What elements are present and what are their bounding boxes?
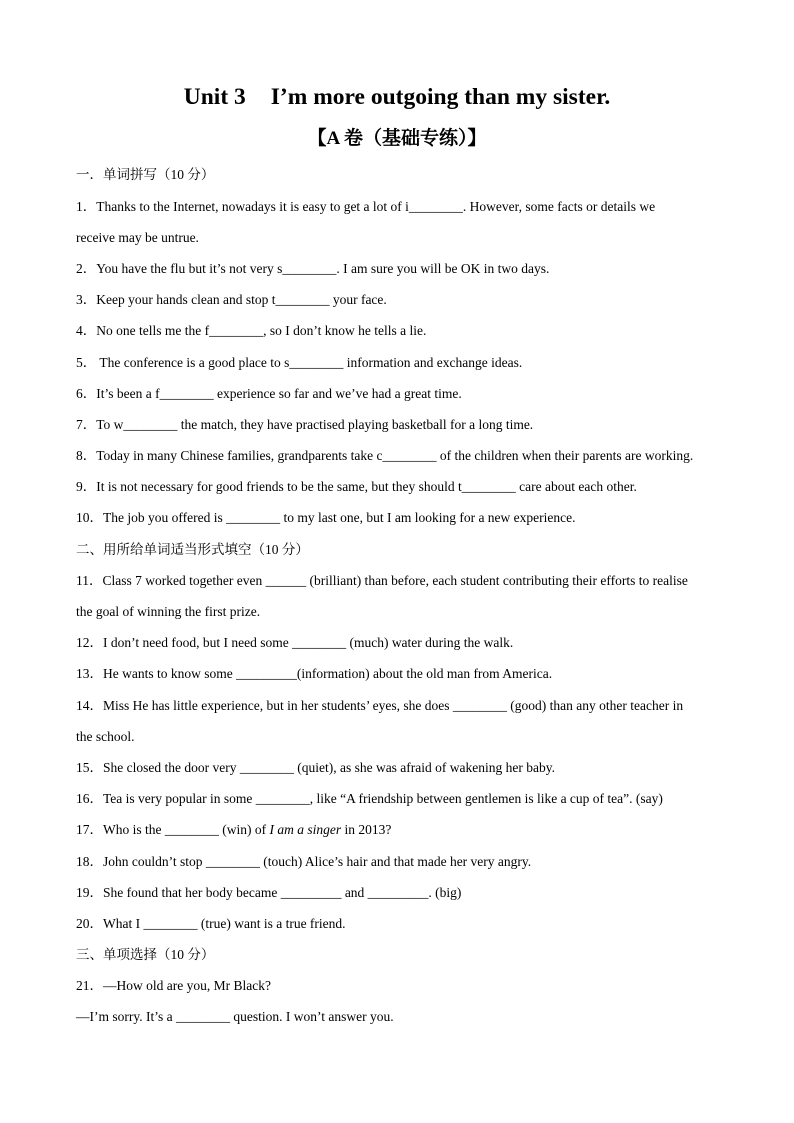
question-19 bbox=[76, 877, 718, 908]
question-5 bbox=[76, 347, 718, 378]
question-text: 11．Class 7 worked together even ______ (brilliant) than before, each student contributing their efforts to realise bbox=[76, 572, 688, 588]
question-7 bbox=[76, 409, 718, 440]
question-10 bbox=[76, 502, 718, 533]
question-text: 5． The conference is a good place to s________ information and exchange ideas. bbox=[76, 354, 523, 370]
question-2 bbox=[76, 253, 718, 284]
section-spelling bbox=[76, 159, 718, 533]
question-text: 16．Tea is very popular in some ________, like “A friendship between gentlemen is like a cup of tea”. (say) bbox=[76, 791, 663, 807]
question-3 bbox=[76, 284, 718, 315]
question-16 bbox=[76, 783, 718, 814]
question-6 bbox=[76, 378, 718, 409]
paper-subtitle: 【A 卷（基础专练）】 bbox=[307, 128, 487, 149]
question-text: 9．It is not necessary for good friends to be the same, but they should t________ care about each other. bbox=[76, 479, 637, 495]
section-multiple-choice bbox=[76, 939, 718, 1033]
question-text: 21．—How old are you, Mr Black? bbox=[76, 978, 271, 994]
question-text: 12．I don’t need food, but I need some ________ (much) water during the walk. bbox=[76, 635, 514, 651]
question-4 bbox=[76, 315, 718, 346]
question-text: 19．She found that her body became _________ and _________. (big) bbox=[76, 884, 462, 900]
unit-label: Unit 3 bbox=[183, 84, 246, 110]
question-18 bbox=[76, 846, 718, 877]
question-14 bbox=[76, 690, 718, 752]
question-text: 14．Miss He has little experience, but in her students’ eyes, she does ________ (good) than any other teacher in bbox=[76, 697, 684, 713]
question-text-continued: the goal of winning the first prize. bbox=[76, 604, 261, 620]
question-21 bbox=[76, 970, 718, 1032]
question-text: 18．John couldn’t stop ________ (touch) Alice’s hair and that made her very angry. bbox=[76, 853, 532, 869]
question-text: 1．Thanks to the Internet, nowadays it is easy to get a lot of i________. However, some facts or details we bbox=[76, 198, 656, 214]
section-heading: 二、用所给单词适当形式填空（10 分） bbox=[76, 541, 309, 557]
question-text-continued: the school. bbox=[76, 728, 135, 744]
question-text: 10．The job you offered is ________ to my last one, but I am looking for a new experience. bbox=[76, 510, 576, 526]
section-heading: 一．单词拼写（10 分） bbox=[76, 167, 215, 183]
question-text: 13．He wants to know some _________(information) about the old man from America. bbox=[76, 666, 553, 682]
page-title bbox=[0, 81, 794, 113]
question-text: 6．It’s been a f________ experience so far and we’ve had a great time. bbox=[76, 385, 462, 401]
question-17 bbox=[76, 814, 718, 845]
question-13 bbox=[76, 658, 718, 689]
question-9 bbox=[76, 471, 718, 502]
question-text: 20．What I ________ (true) want is a true friend. bbox=[76, 915, 346, 931]
question-text-start: 17．Who is the ________ (win) of bbox=[76, 822, 270, 838]
question-text-end: in 2013? bbox=[341, 822, 392, 838]
question-20 bbox=[76, 908, 718, 939]
question-text: 2．You have the flu but it’s not very s________. I am sure you will be OK in two days. bbox=[76, 260, 550, 276]
question-text-continued: —I’m sorry. It’s a ________ question. I won’t answer you. bbox=[76, 1009, 394, 1025]
question-text bbox=[76, 814, 718, 845]
question-12 bbox=[76, 627, 718, 658]
question-text: 7．To w________ the match, they have practised playing basketball for a long time. bbox=[76, 416, 534, 432]
question-text: 3．Keep your hands clean and stop t________ your face. bbox=[76, 292, 387, 308]
question-text: 15．She closed the door very ________ (quiet), as she was afraid of wakening her baby. bbox=[76, 759, 555, 775]
question-1 bbox=[76, 191, 718, 253]
question-text: 8．Today in many Chinese families, grandparents take c________ of the children when their parents are working. bbox=[76, 448, 694, 464]
question-11 bbox=[76, 565, 718, 627]
title-text: I’m more outgoing than my sister. bbox=[270, 84, 611, 110]
question-text-continued: receive may be untrue. bbox=[76, 229, 199, 245]
show-title-italic: I am a singer bbox=[269, 822, 342, 838]
question-text: 4．No one tells me the f________, so I don’t know he tells a lie. bbox=[76, 323, 427, 339]
section-heading: 三、单项选择（10 分） bbox=[76, 947, 215, 963]
exercise-body bbox=[76, 159, 718, 1032]
section-word-forms bbox=[76, 534, 718, 939]
question-8 bbox=[76, 440, 718, 471]
question-15 bbox=[76, 752, 718, 783]
